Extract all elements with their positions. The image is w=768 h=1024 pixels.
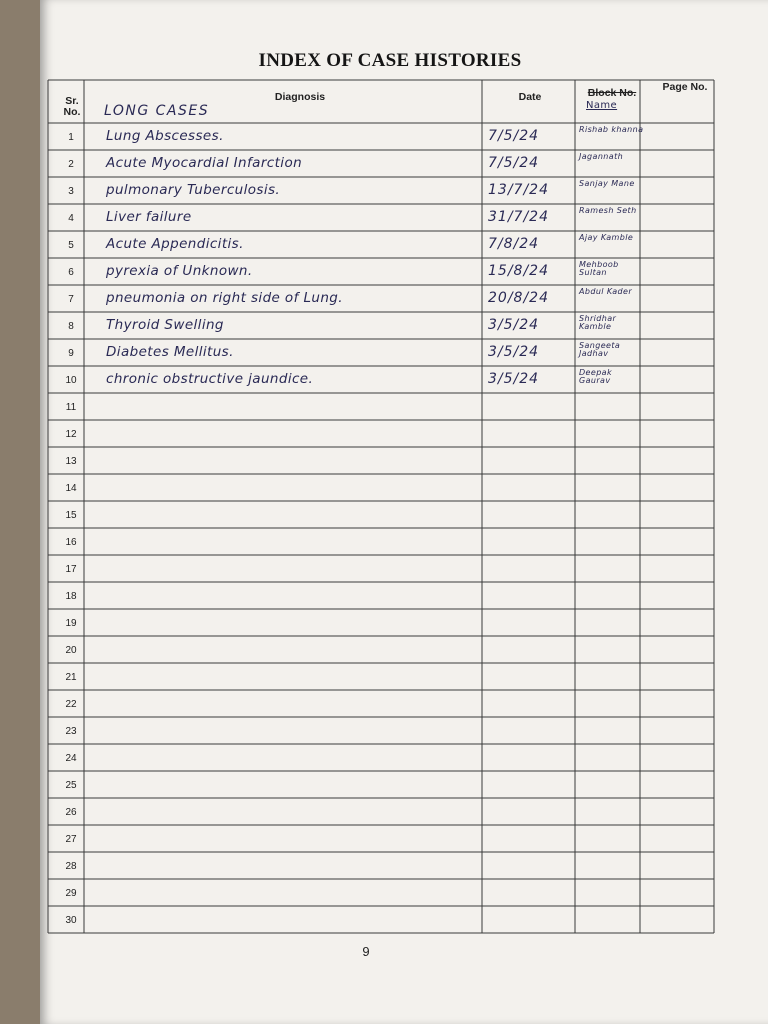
- diagnosis-cell: Acute Myocardial Infarction: [106, 155, 303, 171]
- row-number: 1: [68, 132, 74, 143]
- row-number: 2: [68, 159, 74, 170]
- row-number: 14: [65, 483, 77, 494]
- diagnosis-cell: pulmonary Tuberculosis.: [106, 182, 281, 198]
- date-cell: 3/5/24: [488, 317, 540, 333]
- row-number: 13: [65, 456, 77, 467]
- row-number: 21: [65, 672, 77, 683]
- name-cell: Rishab khanna: [579, 125, 644, 134]
- row-number: 23: [65, 726, 77, 737]
- name-cell: Jagannath: [579, 152, 624, 161]
- name-cell: Sanjay Mane: [579, 179, 635, 188]
- row-number: 16: [65, 537, 77, 548]
- row-number: 25: [65, 780, 77, 791]
- date-cell: 31/7/24: [488, 209, 549, 225]
- diagnosis-cell: Acute Appendicitis.: [106, 236, 244, 252]
- section-label: LONG CASES: [104, 103, 210, 119]
- date-cell: 3/5/24: [488, 344, 540, 360]
- row-number: 20: [65, 645, 77, 656]
- name-cell: Sangeeta Jadhav: [579, 341, 621, 358]
- row-number: 28: [65, 861, 77, 872]
- row-number: 6: [68, 267, 74, 278]
- date-cell: 7/8/24: [488, 236, 540, 252]
- name-cell: Abdul Kader: [579, 287, 633, 296]
- header-sr-no: Sr. No.: [63, 95, 81, 118]
- name-cell: Shridhar Kamble: [579, 314, 617, 331]
- row-number: 30: [65, 915, 77, 926]
- date-cell: 7/5/24: [488, 128, 540, 144]
- page-title: INDEX OF CASE HISTORIES: [258, 50, 522, 71]
- name-cell: Deepak Gaurav: [579, 368, 613, 385]
- row-number: 27: [65, 834, 77, 845]
- date-cell: 7/5/24: [488, 155, 540, 171]
- diagnosis-cell: Thyroid Swelling: [106, 317, 224, 333]
- diagnosis-cell: Lung Abscesses.: [106, 128, 224, 144]
- row-number: 10: [65, 375, 77, 386]
- header-page-no: Page No.: [662, 81, 708, 93]
- row-number: 8: [68, 321, 74, 332]
- row-number: 19: [65, 618, 77, 629]
- row-number: 15: [65, 510, 77, 521]
- diagnosis-cell: Diabetes Mellitus.: [106, 344, 234, 360]
- row-number: 11: [65, 402, 77, 413]
- row-number: 18: [65, 591, 77, 602]
- name-cell: Ajay Kamble: [579, 233, 634, 242]
- header-diagnosis: Diagnosis: [274, 91, 326, 103]
- diagnosis-cell: chronic obstructive jaundice.: [106, 371, 314, 387]
- date-cell: 15/8/24: [488, 263, 549, 279]
- diagnosis-cell: pyrexia of Unknown.: [106, 263, 253, 279]
- header-block-no: Block No.: [587, 87, 637, 99]
- row-number: 26: [65, 807, 77, 818]
- header-name-handwritten: Name: [586, 100, 618, 111]
- row-number: 7: [68, 294, 74, 305]
- diagnosis-cell: pneumonia on right side of Lung.: [106, 290, 343, 306]
- name-cell: Mehboob Sultan: [579, 260, 619, 277]
- row-number: 24: [65, 753, 77, 764]
- row-number: 12: [65, 429, 77, 440]
- date-cell: 20/8/24: [488, 290, 549, 306]
- row-number: 5: [68, 240, 74, 251]
- name-cell: Ramesh Seth: [579, 206, 637, 215]
- header-date: Date: [518, 91, 542, 103]
- row-number: 4: [68, 213, 74, 224]
- date-cell: 13/7/24: [488, 182, 549, 198]
- diagnosis-cell: Liver failure: [106, 209, 192, 225]
- row-number: 3: [68, 186, 74, 197]
- row-number: 22: [65, 699, 77, 710]
- page-number: 9: [362, 944, 370, 959]
- row-number: 17: [65, 564, 77, 575]
- row-number: 29: [65, 888, 77, 899]
- row-number: 9: [68, 348, 74, 359]
- date-cell: 3/5/24: [488, 371, 540, 387]
